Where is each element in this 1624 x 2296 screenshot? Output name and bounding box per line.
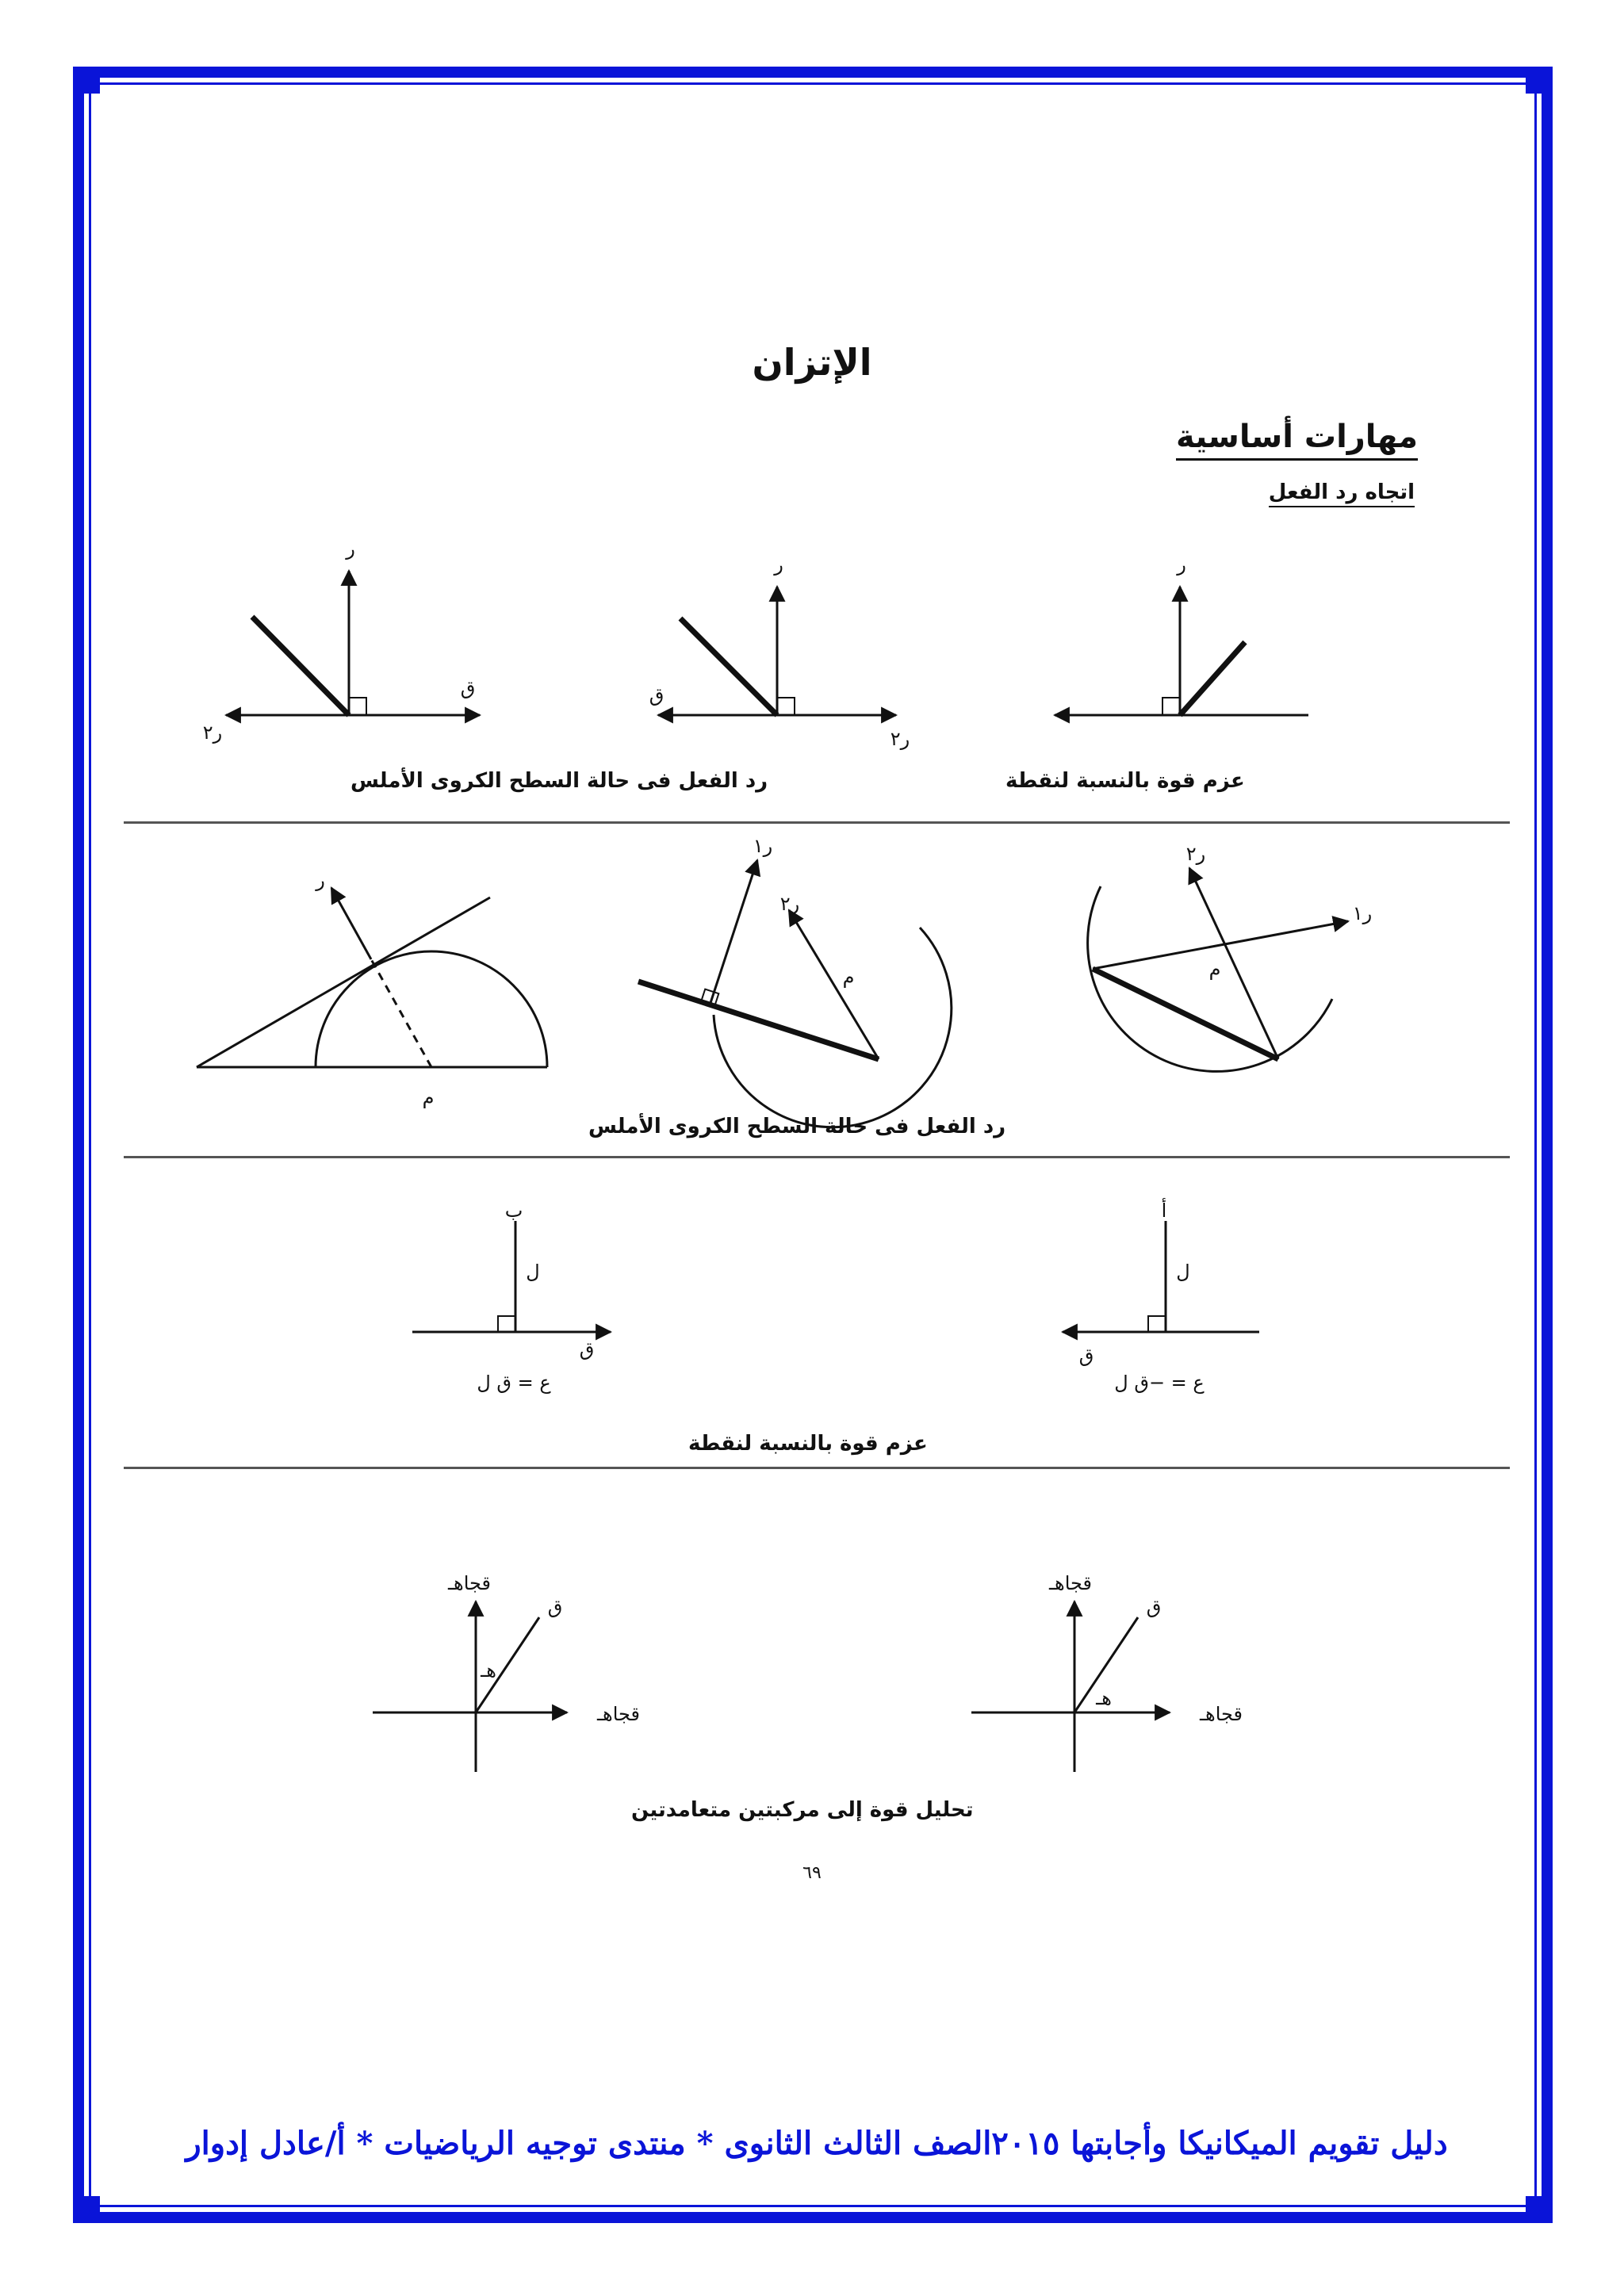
label-r2: ر٢ [202, 721, 223, 744]
label-l: ل [1176, 1261, 1190, 1283]
label-r: ر [774, 553, 783, 576]
label-r: ر [1177, 553, 1186, 576]
label-q: ق [460, 677, 476, 699]
label-q: ق [579, 1338, 595, 1360]
diagram-row1-right [1055, 587, 1308, 715]
caption-row2: رد الفعل فى حالة السطح الكروى الأملس [588, 1115, 1006, 1138]
label-h: هـ [481, 1659, 496, 1682]
diagram-row3-left [412, 1221, 611, 1332]
label-q-cos: قجاهـ [1200, 1703, 1243, 1725]
label-l: ل [526, 1261, 540, 1283]
subsection-heading: اتجاه رد الفعل [1269, 480, 1415, 507]
label-b: ب [504, 1200, 523, 1222]
diagram-row3-right [1063, 1221, 1259, 1332]
diagram-row1-middle [658, 587, 896, 715]
page-number: ٦٩ [802, 1863, 822, 1883]
label-r2: ر٢ [890, 728, 910, 750]
page-title: الإتزان [752, 341, 872, 384]
label-m: م [842, 966, 855, 988]
label-m: م [422, 1086, 435, 1108]
label-h: هـ [1096, 1687, 1112, 1709]
label-q-cos: قجاهـ [597, 1703, 640, 1725]
label-r: ر [346, 538, 355, 560]
caption-row3: عزم قوة بالنسبة لنقطة [688, 1432, 928, 1456]
label-m: م [1208, 958, 1221, 980]
label-q: ق [649, 684, 665, 706]
equation-left: ع = ق ل [477, 1372, 551, 1394]
caption-row1-right: عزم قوة بالنسبة لنقطة [1005, 769, 1245, 793]
label-q: ق [547, 1596, 563, 1618]
label-q: ق [1078, 1345, 1094, 1367]
caption-row1-left: رد الفعل فى حالة السطح الكروى الأملس [350, 769, 768, 793]
diagram-row4-right [971, 1601, 1170, 1772]
label-r2: ر٢ [1185, 843, 1206, 865]
diagram-row4-left [373, 1601, 567, 1772]
diagram-row1-left [226, 571, 480, 715]
label-r1: ر١ [753, 835, 773, 857]
label-q: ق [1146, 1596, 1162, 1618]
equation-right: ع = −ق ل [1114, 1372, 1205, 1394]
section-heading: مهارات أساسية [1176, 419, 1418, 461]
label-q-sin: قجاهـ [448, 1572, 491, 1594]
caption-row4: تحليل قوة إلى مركبتين متعامدتين [631, 1798, 974, 1822]
diagram-row2-left [197, 888, 547, 1067]
label-r1: ر١ [1352, 902, 1373, 924]
label-a: أ [1161, 1200, 1167, 1222]
label-q-sin: قجاهـ [1049, 1572, 1092, 1594]
label-r2: ر٢ [779, 893, 800, 915]
label-r: ر [316, 869, 325, 891]
footer-credit: دليل تقويم الميكانيكا وأجابتها ٢٠١٥الصف الثالث الثانوى * منتدى توجيه الرياضيات * أ/عادل إدوار [186, 2125, 1448, 2162]
